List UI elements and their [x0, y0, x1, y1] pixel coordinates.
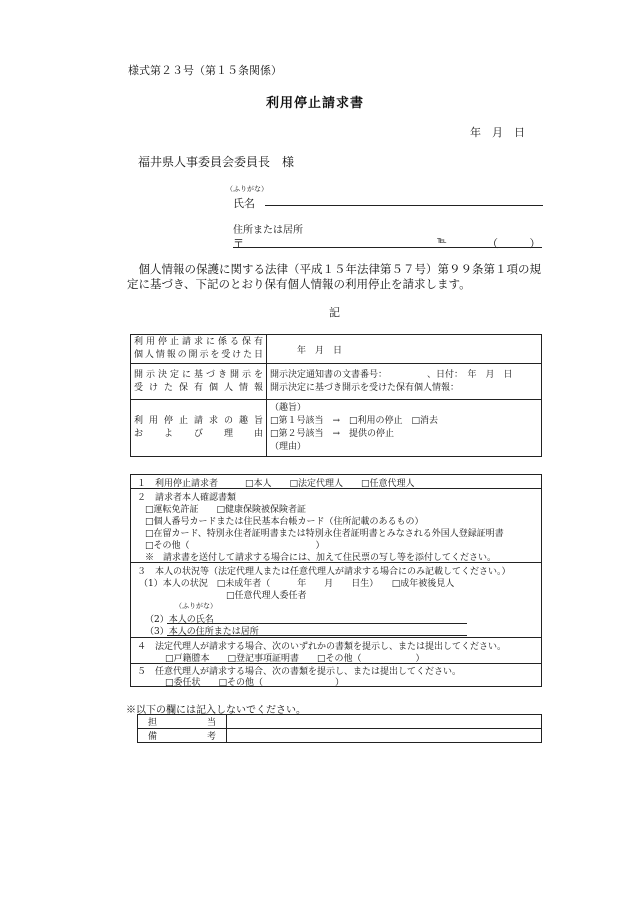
row-label-line: および理由 — [134, 429, 263, 439]
principal-status-title: ３ 本人の状況等（法定代理人または任意代理人が請求する場合にのみ記載してください。） — [137, 567, 511, 577]
office-use-label: 担当 — [138, 715, 227, 729]
purpose-option-1[interactable]: □第１号該当 → □利用の停止 □消去 — [270, 416, 439, 426]
table-row — [131, 364, 542, 400]
divider — [131, 562, 541, 563]
id-docs-option[interactable]: □在留カード、特別永住者証明書または特別永住者証明書とみなされる外国人登録証明書 — [145, 529, 504, 539]
row-label — [131, 335, 267, 364]
principal-address-label: （3）本人の住所または居所 — [145, 627, 259, 637]
disclosed-info-line: 開示決定に基づき開示を受けた保有個人情報： — [270, 382, 460, 393]
id-docs-title: ２ 請求者本人確認書類 — [137, 493, 237, 503]
id-docs-option[interactable]: □個人番号カードまたは住民基本台帳カード（住所記載のあるもの） — [145, 517, 424, 527]
request-table — [130, 334, 542, 457]
furigana-label: （ふりがな） — [226, 185, 268, 193]
furigana-label: （ふりがな） — [175, 602, 217, 610]
table-row — [131, 400, 542, 457]
id-docs-other[interactable]: □その他（ ） — [145, 541, 325, 551]
ki-heading: 記 — [329, 306, 340, 319]
table-row — [138, 715, 542, 729]
principal-status-option[interactable]: □任意代理人委任者 — [226, 591, 307, 601]
row-label — [131, 400, 267, 457]
form-number: 様式第２３号（第１５条関係） — [128, 64, 282, 77]
divider — [131, 637, 541, 638]
details-table — [130, 474, 542, 687]
purpose-heading: （趣旨） — [270, 403, 307, 413]
id-docs-note: ※ 請求書を送付して請求する場合には、加えて住民票の写し等を添付してください。 — [145, 553, 497, 563]
page-title: 利用停止請求書 — [265, 96, 364, 111]
requester-type[interactable]: １ 利用停止請求者 □本人 □法定代理人 □任意代理人 — [137, 479, 415, 489]
office-use-label: 備考 — [138, 729, 227, 743]
row-label — [131, 364, 267, 400]
principal-status[interactable]: （1）本人の状況 □未成年者（ 年 月 日生） □成年被後見人 — [139, 579, 455, 589]
legal-rep-docs-options[interactable]: □戸籍謄本 □登記事項証明書 □その他（ ） — [165, 654, 425, 664]
office-use-cell — [227, 715, 542, 729]
body-text: 個人情報の保護に関する法律（平成１５年法律第５７号）第９９条第１項の規定に基づき、下記のとおり保有個人情報の利用停止を請求します。 — [127, 262, 541, 291]
row-label-line: 受けた保有個人情報 — [134, 382, 263, 393]
purpose-reason-cell[interactable] — [267, 400, 542, 457]
disclosure-date-cell[interactable] — [267, 335, 542, 364]
postal-mark: 〒 — [233, 237, 244, 250]
disclosed-info-cell[interactable] — [267, 364, 542, 400]
row-label-line: 利用停止請求の趣旨 — [134, 416, 263, 426]
office-use-note: ※以下の欄には記入しないでください。 — [126, 705, 306, 716]
table-row — [138, 729, 542, 743]
principal-address-line[interactable] — [167, 635, 467, 636]
date-field: 年 月 日 — [470, 126, 525, 139]
address-label: 住所または居所 — [233, 225, 303, 236]
voluntary-rep-docs-title: ５ 任意代理人が請求する場合、次の書類を提示し、または提出してください。 — [137, 667, 462, 677]
row-label-line: 利用停止請求に係る保有 — [134, 337, 263, 347]
legal-rep-docs-title: ４ 法定代理人が請求する場合、次のいずれかの書類を提示し、または提出してください。 — [137, 642, 507, 652]
tel-parens: （ ） — [487, 237, 541, 250]
row-label-line: 開示決定に基づき開示を — [134, 369, 263, 380]
row-label-line: 個人情報の開示を受けた日 — [134, 350, 263, 360]
principal-name-label: （2）本人の氏名 — [145, 615, 214, 625]
tel-icon: ℡ — [437, 236, 447, 246]
office-use-table — [137, 714, 542, 743]
purpose-option-2[interactable]: □第２号該当 → 提供の停止 — [270, 429, 395, 439]
name-line[interactable] — [265, 205, 543, 206]
name-label: 氏名 — [233, 197, 255, 210]
addressee: 福井県人事委員会委員長 様 — [138, 155, 295, 169]
address-line[interactable] — [233, 247, 542, 248]
doc-number-line — [270, 369, 538, 382]
divider — [131, 488, 541, 489]
doc-number-label: 開示決定通知書の文書番号： — [270, 369, 388, 380]
id-docs-option[interactable]: □運転免許証 □健康保険被保険者証 — [145, 505, 307, 515]
reason-heading: （理由） — [270, 442, 307, 452]
voluntary-rep-docs-options[interactable]: □委任状 □その他（ ） — [165, 678, 345, 688]
office-use-cell — [227, 729, 542, 743]
doc-date-label: 、日付： 年 月 日 — [427, 369, 513, 380]
disclosure-date: 年 月 日 — [297, 345, 343, 356]
table-row — [131, 335, 542, 364]
